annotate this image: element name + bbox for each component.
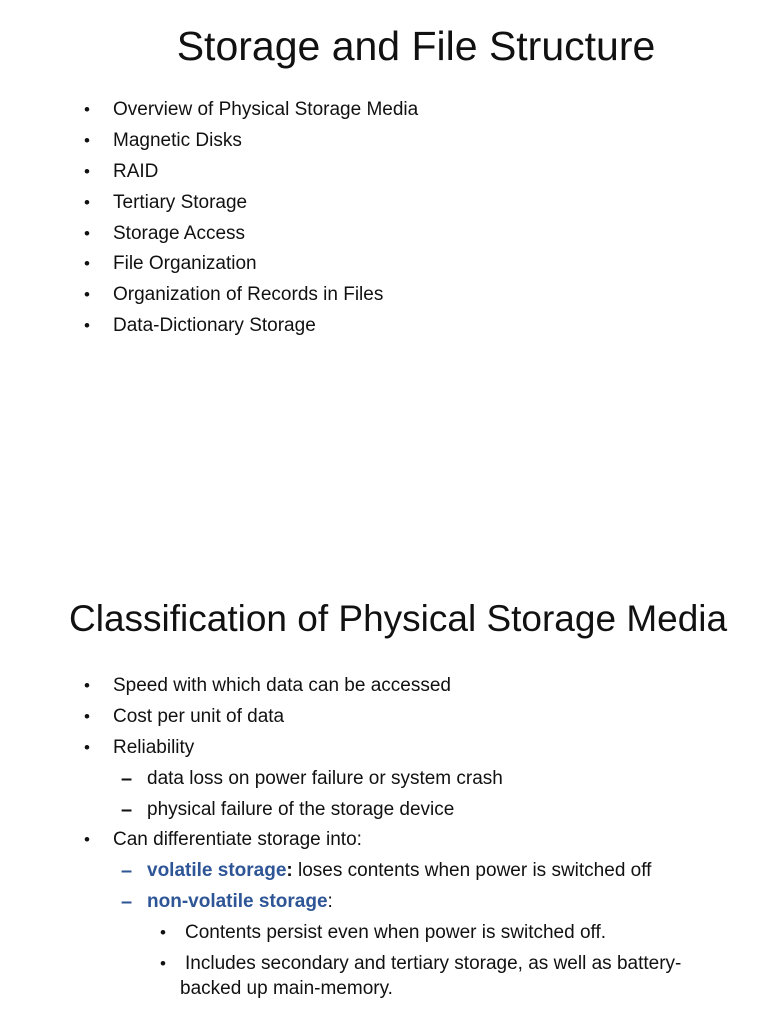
bullet-icon: • <box>84 316 90 335</box>
sub-sub-list-item-label: Contents persist even when power is switched off. <box>185 922 607 943</box>
list-item-label: Can differentiate storage into: <box>113 829 362 850</box>
bullet-icon: • <box>84 738 90 757</box>
list-item-label: RAID <box>113 161 159 182</box>
volatile-storage-colon: : <box>286 860 293 881</box>
bullet-icon: • <box>84 830 90 849</box>
list-item-label: File Organization <box>113 253 257 274</box>
bullet-icon: • <box>160 954 166 973</box>
bullet-icon: • <box>84 285 90 304</box>
list-item-label: Storage Access <box>113 223 246 244</box>
bullet-icon: • <box>84 100 90 119</box>
sub-sub-list-item-label: Includes secondary and tertiary storage, as well as battery- <box>185 953 682 974</box>
bullet-icon: • <box>84 193 90 212</box>
non-volatile-storage-term: non-volatile storage <box>147 891 328 912</box>
list-item-label: Tertiary Storage <box>113 192 248 213</box>
dash-icon: – <box>121 860 133 882</box>
bullet-icon: • <box>84 254 90 273</box>
list-item-label: Overview of Physical Storage Media <box>113 99 419 120</box>
bullet-icon: • <box>84 162 90 181</box>
volatile-storage-line <box>147 859 651 883</box>
bullet-icon: • <box>84 676 90 695</box>
bullet-icon: • <box>84 707 90 726</box>
list-item-label: Speed with which data can be accessed <box>113 675 451 696</box>
list-item-label: Organization of Records in Files <box>113 284 384 305</box>
list-item-label: Data-Dictionary Storage <box>113 315 316 336</box>
dash-icon: – <box>121 799 133 821</box>
slide-title: Classification of Physical Storage Media <box>69 598 728 639</box>
volatile-storage-description: loses contents when power is switched off <box>292 860 652 881</box>
slide-title: Storage and File Structure <box>176 23 656 69</box>
dash-icon: – <box>121 891 133 913</box>
non-volatile-storage-line <box>147 890 333 914</box>
dash-icon: – <box>121 768 133 790</box>
bullet-icon: • <box>84 131 90 150</box>
bullet-icon: • <box>84 224 90 243</box>
sub-sub-list-item-label-continued: backed up main-memory. <box>180 978 393 999</box>
sub-list-item-label: physical failure of the storage device <box>147 799 455 820</box>
volatile-storage-term: volatile storage <box>147 860 287 881</box>
list-item-label: Reliability <box>113 737 195 758</box>
list-item-label: Cost per unit of data <box>113 706 285 727</box>
non-volatile-storage-colon: : <box>327 891 333 912</box>
list-item-label: Magnetic Disks <box>113 130 242 151</box>
bullet-icon: • <box>160 923 166 942</box>
sub-list-item-label: data loss on power failure or system crash <box>147 768 503 789</box>
